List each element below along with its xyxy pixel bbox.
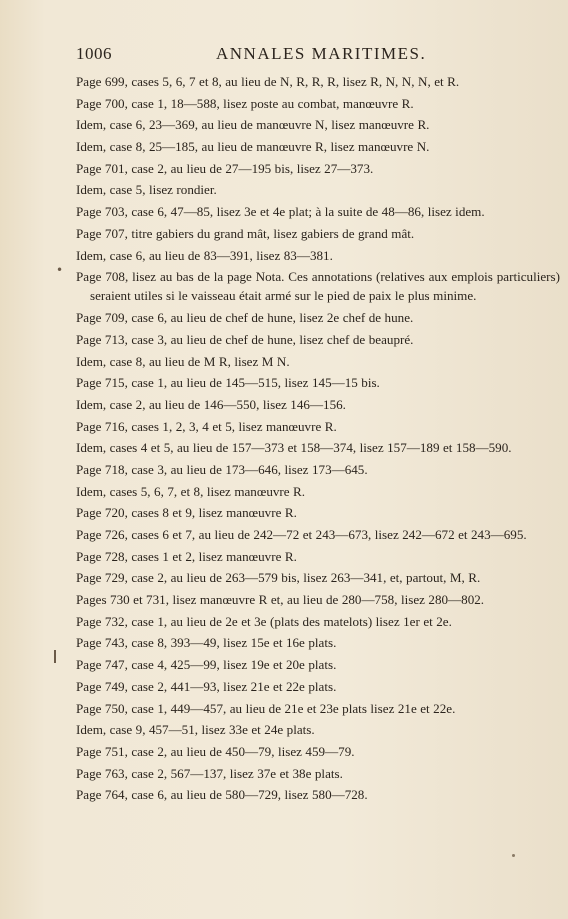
errata-entry: Page 703, case 6, 47—85, lisez 3e et 4e plat; à la suite de 48—86, lisez idem.: [76, 204, 485, 220]
errata-entry: Pages 730 et 731, lisez manœuvre R et, au lieu de 280—758, lisez 280—802.: [76, 592, 485, 608]
errata-list: [76, 72, 560, 807]
page-header: [76, 44, 496, 68]
errata-entry: Idem, case 5, lisez rondier.: [76, 182, 217, 198]
errata-entry: Page 720, cases 8 et 9, lisez manœuvre R.: [76, 505, 297, 521]
errata-entry: Page 713, case 3, au lieu de chef de hune, lisez chef de beaupré.: [76, 331, 414, 347]
paper-spot: [512, 854, 515, 857]
errata-entry: Idem, case 8, au lieu de M R, lisez M N.: [76, 353, 290, 369]
errata-entry: Page 709, case 6, au lieu de chef de hune, lisez 2e chef de hune.: [76, 310, 414, 326]
errata-entry: Idem, case 8, 25—185, au lieu de manœuvre R, lisez manœuvre N.: [76, 139, 430, 155]
errata-entry: Page 699, cases 5, 6, 7 et 8, au lieu de N, R, R, R, lisez R, N, N, N, et R.: [76, 74, 460, 89]
errata-entry: Page 728, cases 1 et 2, lisez manœuvre R.: [76, 548, 297, 564]
page-number: 1006: [76, 44, 112, 63]
errata-entry: Idem, cases 5, 6, 7, et 8, lisez manœuvre R.: [76, 483, 306, 499]
errata-entry: Page 716, cases 1, 2, 3, 4 et 5, lisez manœuvre R.: [76, 418, 337, 434]
errata-entry: Page 718, case 3, au lieu de 173—646, lisez 173—645.: [76, 461, 368, 477]
errata-entry: Page 707, titre gabiers du grand mât, lisez gabiers de grand mât.: [76, 225, 415, 241]
errata-entry: Page 729, case 2, au lieu de 263—579 bis, lisez 263—341, et, partout, M, R.: [76, 570, 481, 586]
errata-entry: Idem, case 2, au lieu de 146—550, lisez 146—156.: [76, 396, 346, 412]
errata-entry: Page 726, cases 6 et 7, au lieu de 242—72 et 243—673, lisez 242—672 et 243—695.: [76, 527, 527, 543]
errata-entry: Page 743, case 8, 393—49, lisez 15e et 16e plats.: [76, 635, 337, 651]
errata-entry: Page 732, case 1, au lieu de 2e et 3e (plats des matelots) lisez 1er et 2e.: [76, 613, 452, 629]
errata-entry: Page 700, case 1, 18—588, lisez poste au combat, manœuvre R.: [76, 95, 414, 111]
errata-entry: Page 763, case 2, 567—137, lisez 37e et 38e plats.: [76, 765, 343, 781]
errata-entry: Page 708, lisez au bas de la page Nota. Ces annotations (relatives aux emplois particuliers) seraient utiles si le vaisseau était armé sur le pied de paix le plus minime.: [76, 269, 560, 304]
errata-entry: Page 749, case 2, 441—93, lisez 21e et 22e plats.: [76, 678, 337, 694]
errata-entry: Page 701, case 2, au lieu de 27—195 bis, lisez 27—373.: [76, 160, 374, 176]
running-title: ANNALES MARITIMES.: [216, 44, 427, 63]
errata-entry: Page 715, case 1, au lieu de 145—515, lisez 145—15 bis.: [76, 375, 380, 391]
margin-dot-mark: •: [56, 263, 64, 277]
errata-entry: Idem, cases 4 et 5, au lieu de 157—373 et 158—374, lisez 157—189 et 158—590.: [76, 440, 512, 456]
errata-entry: Page 751, case 2, au lieu de 450—79, lisez 459—79.: [76, 743, 355, 759]
errata-entry: Page 750, case 1, 449—457, au lieu de 21e et 23e plats lisez 21e et 22e.: [76, 700, 456, 716]
errata-entry: Page 747, case 4, 425—99, lisez 19e et 20e plats.: [76, 657, 337, 673]
margin-bar-mark: [54, 650, 56, 663]
errata-entry: Page 764, case 6, au lieu de 580—729, lisez 580—728.: [76, 787, 368, 803]
errata-entry: Idem, case 9, 457—51, lisez 33e et 24e plats.: [76, 722, 315, 738]
errata-entry: Idem, case 6, 23—369, au lieu de manœuvre N, lisez manœuvre R.: [76, 117, 430, 133]
errata-entry: Idem, case 6, au lieu de 83—391, lisez 83—381.: [76, 247, 333, 263]
